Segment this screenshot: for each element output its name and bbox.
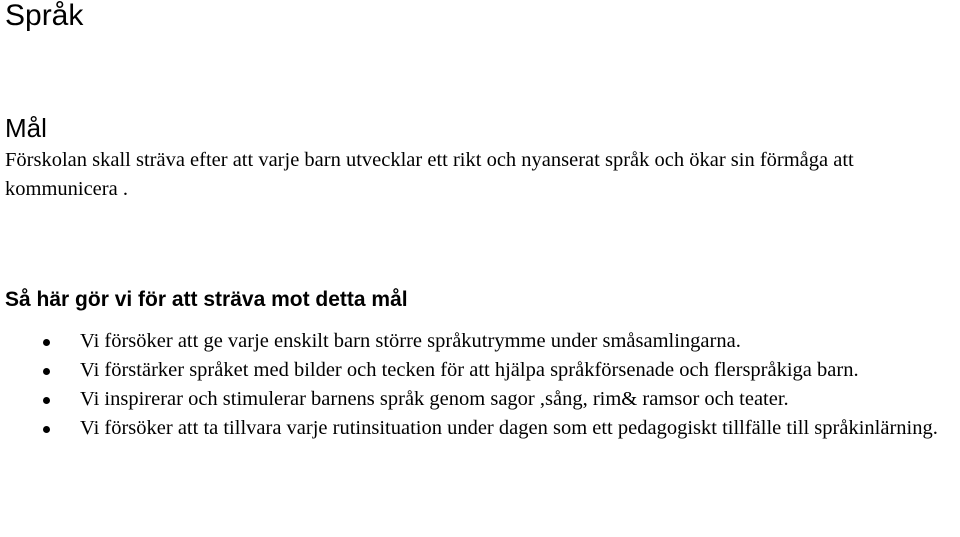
bullet-icon: [43, 397, 50, 404]
list-item-text: Vi förstärker språket med bilder och tecken för att hjälpa språkförsenade och flerspråkiga barn.: [80, 359, 859, 381]
bullet-icon: [43, 368, 50, 375]
goal-heading: Mål: [5, 113, 47, 143]
bullet-icon: [43, 426, 50, 433]
bullet-icon: [43, 339, 50, 346]
method-list: [0, 327, 960, 443]
page-title: Språk: [5, 0, 84, 32]
list-item-text: Vi försöker att ge varje enskilt barn större språkutrymme under småsamlingarna.: [80, 330, 741, 352]
list-item-text: Vi försöker att ta tillvara varje rutinsituation under dagen som ett pedagogiskt tillfälle till språkinlärning.: [80, 417, 938, 439]
method-heading: Så här gör vi för att sträva mot detta mål: [5, 288, 408, 311]
list-item: [0, 385, 960, 414]
goal-text: Förskolan skall sträva efter att varje barn utvecklar ett rikt och nyanserat språk och ökar sin förmåga att kommunicera .: [5, 149, 854, 200]
list-item: [0, 327, 960, 356]
list-item-text: Vi inspirerar och stimulerar barnens språk genom sagor ,sång, rim& ramsor och teater.: [80, 388, 789, 410]
list-item: [0, 356, 960, 385]
list-item: [0, 414, 960, 443]
